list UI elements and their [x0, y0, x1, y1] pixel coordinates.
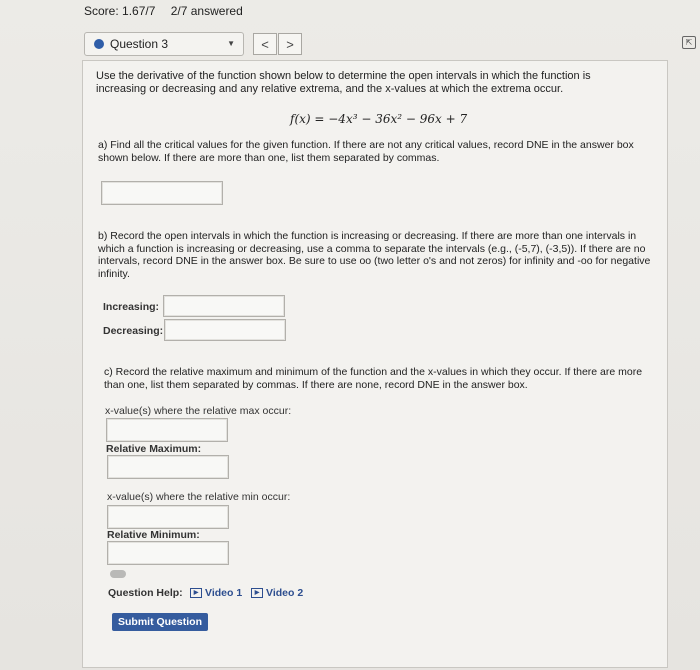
- next-question-button[interactable]: [278, 33, 302, 55]
- video-play-icon: ▶: [190, 588, 202, 598]
- min-x-values-input[interactable]: [107, 505, 229, 529]
- critical-values-input[interactable]: [101, 181, 223, 205]
- part-c-instructions: c) Record the relative maximum and minimum of the function and the x-values in which they occur. If there are more than one, list them separated by commas. If there are none, record DNE in the answer box.: [104, 366, 643, 391]
- video-1-link[interactable]: [190, 587, 242, 599]
- part-b-instructions: b) Record the open intervals in which the function is increasing or decreasing. If there are more than one intervals in which a function is increasing or decreasing, use a comma to separate the intervals (e.g., (-5,7), (-3,5)). If there are no intervals, record DNE in the answer box. Be sure to use oo (two letter o's and not zeros) for infinity and -oo for negative infinity.: [98, 230, 651, 280]
- question-select-label: Question 3: [110, 37, 169, 51]
- question-help-label: Question Help:: [108, 587, 183, 599]
- increasing-input[interactable]: [163, 295, 285, 317]
- video-1-label: Video 1: [205, 587, 243, 599]
- question-select[interactable]: [84, 32, 244, 56]
- decreasing-input[interactable]: [164, 319, 286, 341]
- relative-minimum-label: Relative Minimum:: [107, 529, 200, 541]
- previous-question-button[interactable]: [253, 33, 277, 55]
- function-formula: f(x) = −4x³ − 36x² − 96x + 7: [290, 112, 468, 126]
- dropdown-arrow-icon: ▼: [227, 39, 235, 48]
- expand-icon[interactable]: ⇱: [682, 36, 696, 49]
- question-prompt: Use the derivative of the function shown below to determine the open intervals in which the function is increasing or decreasing and any relative extrema, and the x-values at which the extrema occur.: [96, 70, 591, 95]
- max-x-values-label: x-value(s) where the relative max occur:: [105, 405, 292, 417]
- answered-count: 2/7 answered: [170, 4, 243, 18]
- decreasing-label: Decreasing:: [103, 325, 164, 337]
- progress-indicator: [110, 570, 126, 578]
- min-x-values-label: x-value(s) where the relative min occur:: [107, 491, 291, 503]
- relative-minimum-input[interactable]: [107, 541, 229, 565]
- relative-maximum-input[interactable]: [107, 455, 229, 479]
- increasing-label: Increasing:: [103, 301, 160, 313]
- part-a-instructions: a) Find all the critical values for the given function. If there are not any critical values, record DNE in the answer box shown below. If there are more than one, list them separated by commas.: [98, 139, 634, 164]
- video-2-label: Video 2: [266, 587, 304, 599]
- max-x-values-input[interactable]: [106, 418, 228, 442]
- score-text: Score: 1.67/7: [84, 4, 156, 18]
- submit-question-button[interactable]: Submit Question: [112, 613, 208, 631]
- relative-maximum-label: Relative Maximum:: [106, 443, 202, 455]
- video-2-link[interactable]: [251, 587, 303, 599]
- status-dot-icon: [94, 39, 104, 49]
- video-play-icon: ▶: [251, 588, 263, 598]
- next-arrow: >: [286, 36, 294, 52]
- previous-arrow: <: [261, 36, 269, 52]
- score-bar: [84, 4, 255, 18]
